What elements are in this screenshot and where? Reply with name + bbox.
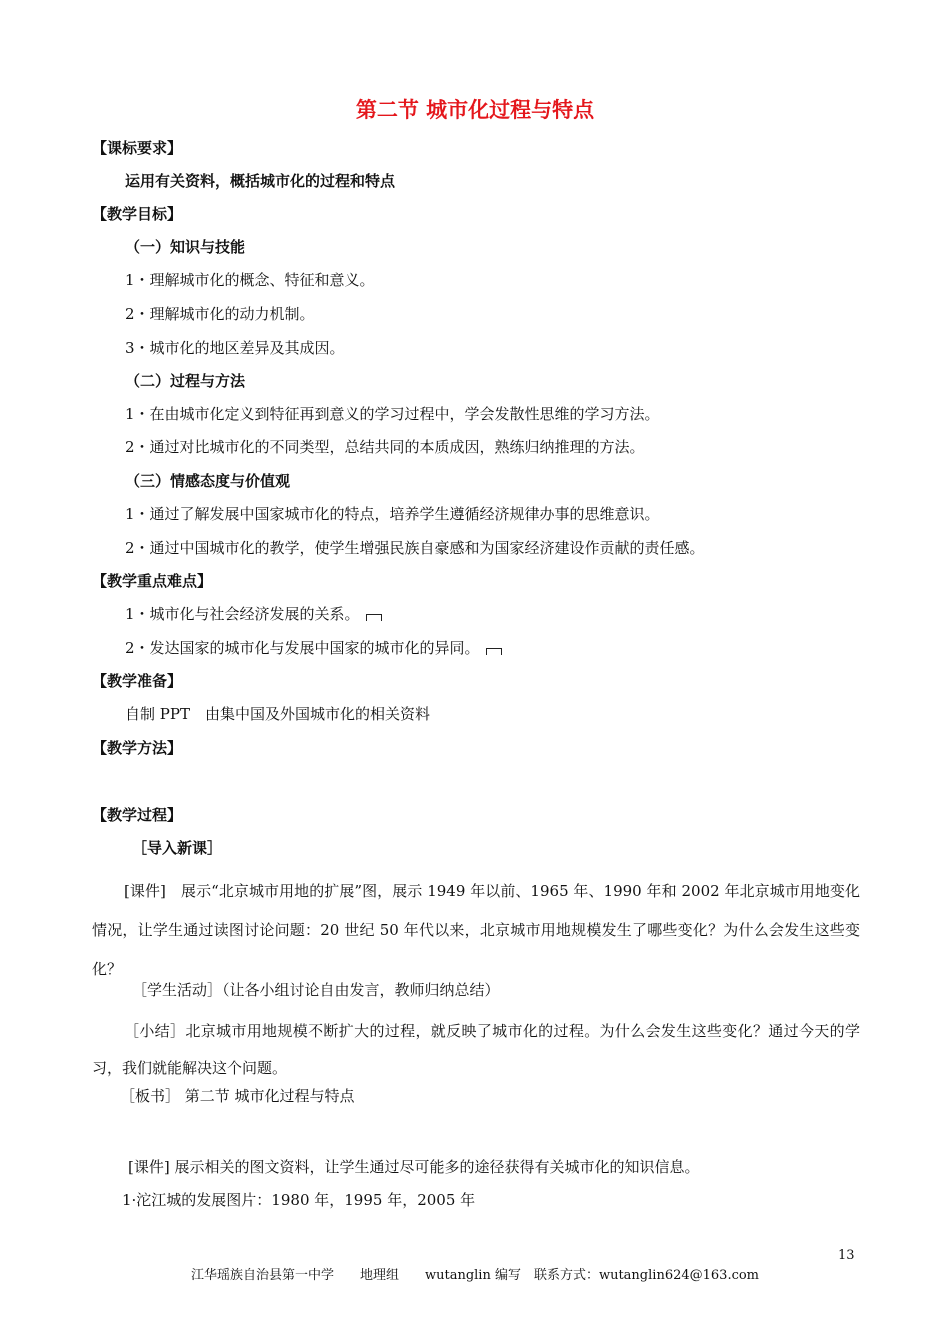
list-item: 1・通过了解发展中国家城市化的特点，培养学生遵循经济规律办事的思维意识。 xyxy=(125,505,660,523)
list-item: 1·沱江城的发展图片：1980 年，1995 年，2005 年 xyxy=(122,1191,476,1209)
list-item: 2・通过中国城市化的教学，使学生增强民族自豪感和为国家经济建设作贡献的责任感。 xyxy=(125,539,705,557)
list-item xyxy=(125,604,382,624)
subheading-values: （三）情感态度与价值观 xyxy=(125,472,291,490)
list-item: 3・城市化的地区差异及其成因。 xyxy=(125,339,345,357)
zhunbei-text: 自制 PPT 由集中国及外国城市化的相关资料 xyxy=(125,705,430,723)
list-item: 2・通过对比城市化的不同类型，总结共同的本质成因，熟练归纳推理的方法。 xyxy=(125,438,645,456)
kebiao-text: 运用有关资料，概括城市化的过程和特点 xyxy=(125,172,396,190)
student-activity: ［学生活动］（让各小组讨论自由发言，教师归纳总结） xyxy=(132,981,500,999)
paragraph-kejian: [课件] 展示“北京城市用地的扩展”图，展示 1949 年以前、1965 年、1990 年和 2002 年北京城市用地变化情况，让学生通过读图讨论问题：20 世纪 50 年代以来，北京城市用地规模发生了哪些变化？为什么会发生这些变化？ xyxy=(92,882,860,978)
heading-zhunbei: 【教学准备】 xyxy=(92,672,183,690)
kejian2-line: [课件] 展示相关的图文资料，让学生通过尽可能多的途径获得有关城市化的知识信息。 xyxy=(128,1158,700,1176)
heading-kebiao: 【课标要求】 xyxy=(92,139,183,157)
heading-guocheng: 【教学过程】 xyxy=(92,806,183,824)
list-item-text: 1・城市化与社会经济发展的关系。 xyxy=(125,605,360,623)
list-item-text: 2・发达国家的城市化与发展中国家的城市化的异同。 xyxy=(125,639,480,657)
heading-fangfa: 【教学方法】 xyxy=(92,739,183,757)
subheading-knowledge: （一）知识与技能 xyxy=(125,238,246,256)
list-item: 2・理解城市化的动力机制。 xyxy=(125,305,315,323)
subheading-process: （二）过程与方法 xyxy=(125,372,246,390)
page-title: 第二节 城市化过程与特点 xyxy=(355,98,595,122)
list-item xyxy=(125,638,502,658)
heading-mubiao: 【教学目标】 xyxy=(92,205,183,223)
page-number: 13 xyxy=(838,1248,855,1263)
bracket-mark-icon xyxy=(366,614,382,621)
list-item: 1・理解城市化的概念、特征和意义。 xyxy=(125,271,375,289)
page-footer: 江华瑶族自治县第一中学 地理组 wutanglin 编写 联系方式：wutanglin624@163.com xyxy=(190,1268,760,1283)
daoru-label: ［导入新课］ xyxy=(132,839,223,857)
heading-zhongdian: 【教学重点难点】 xyxy=(92,572,213,590)
bracket-mark-icon xyxy=(486,648,502,655)
list-item: 1・在由城市化定义到特征再到意义的学习过程中，学会发散性思维的学习方法。 xyxy=(125,405,660,423)
paragraph-summary: ［小结］北京城市用地规模不断扩大的过程，就反映了城市化的过程。为什么会发生这些变化？通过今天的学习，我们就能解决这个问题。 xyxy=(92,1022,860,1077)
banshu-line: ［板书］ 第二节 城市化过程与特点 xyxy=(120,1087,355,1105)
